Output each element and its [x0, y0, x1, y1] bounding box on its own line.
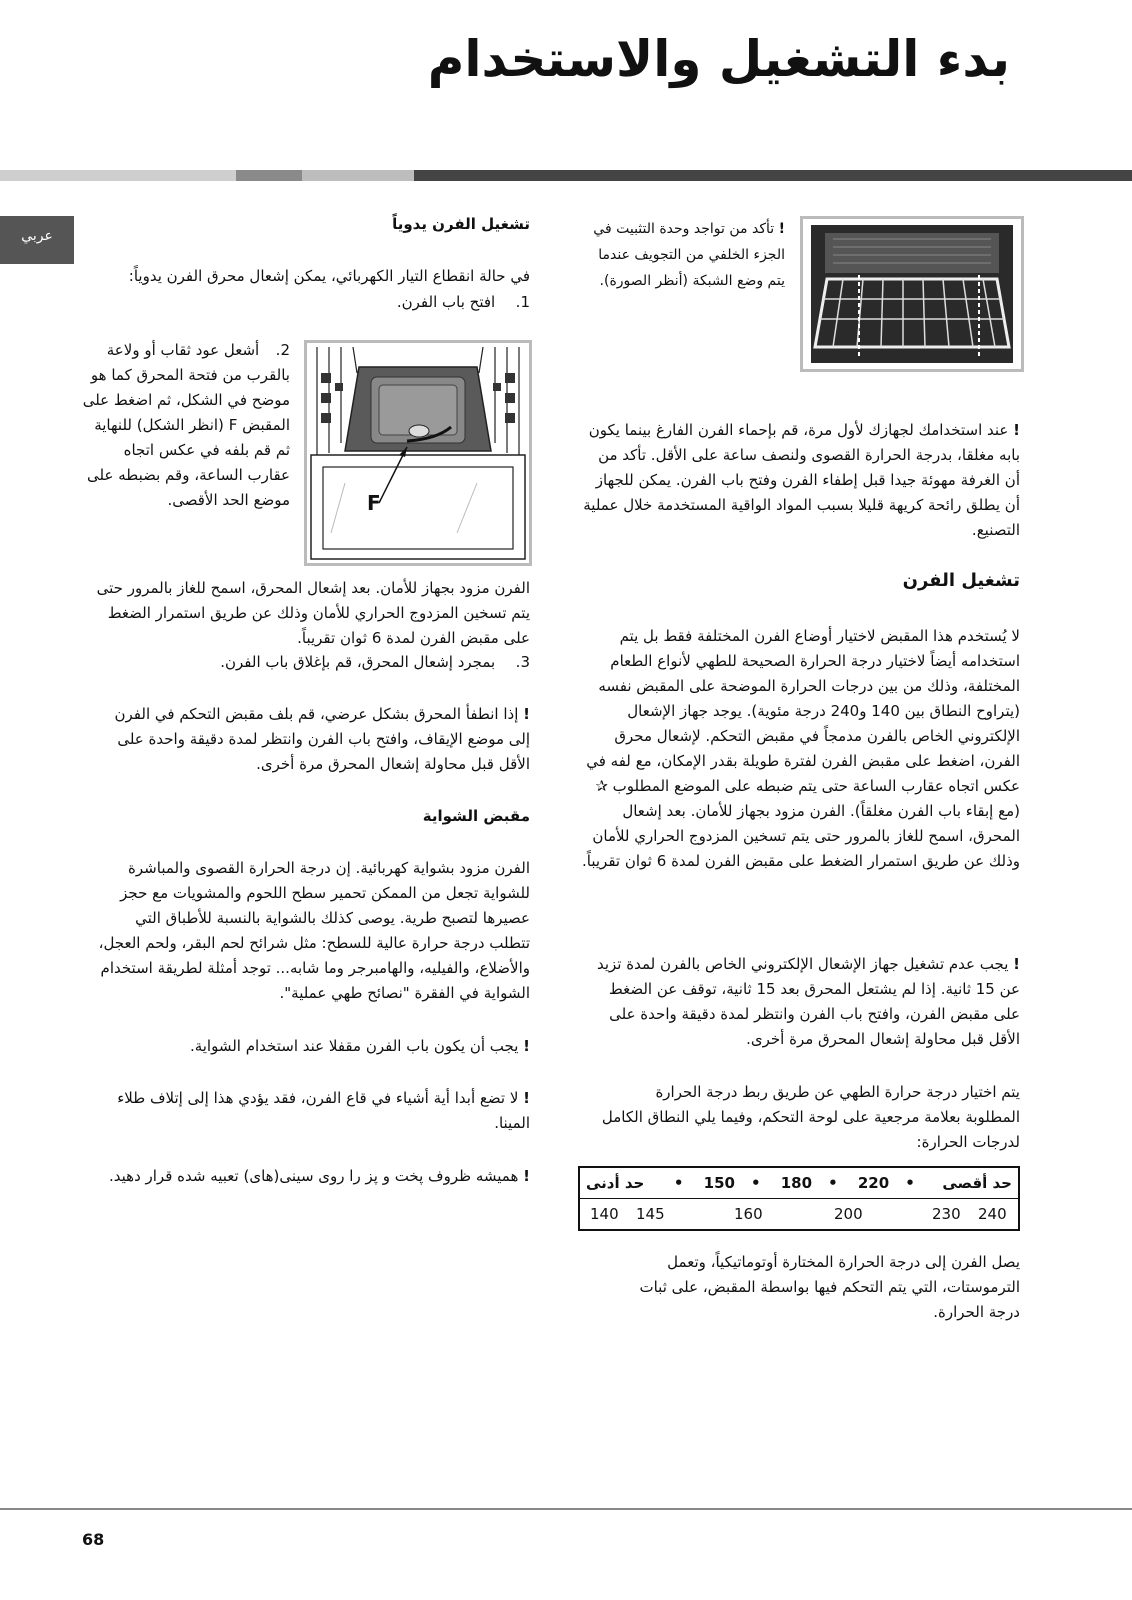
- temp-max-label: حد أقصى: [921, 1167, 1019, 1199]
- temp-value: 145: [636, 1205, 665, 1223]
- warning-icon: !: [1013, 421, 1020, 439]
- para-thermostat: يصل الفرن إلى درجة الحرارة المختارة أوتوماتيكياً، وتعمل الترموستات، التي يتم التحكم فيها بواسطة المقبض، على ثبات درجة الحرارة.: [639, 1253, 1020, 1321]
- page-number: 68: [82, 1530, 105, 1549]
- temp-min-label: حد أدنى: [579, 1167, 664, 1199]
- temperature-table-values: [579, 1199, 1019, 1231]
- header-bar-dark: [414, 170, 1132, 181]
- footer-divider: [0, 1508, 1132, 1510]
- temp-dot: •: [741, 1167, 767, 1199]
- step-1: [90, 290, 530, 315]
- oven-burner-illustration: [307, 343, 529, 563]
- page-title: بدء التشغيل والاستخدام: [427, 30, 1010, 88]
- step-3-number: 3.: [515, 653, 530, 671]
- warning-icon: !: [778, 221, 785, 237]
- para-grill: الفرن مزود بشواية كهربائية. إن درجة الحرارة القصوى والمباشرة للشواية تجعل من الممكن تحمير سطح اللحوم والمشويات مع حجز عصيرها لتصبح طرية. يوصى كذلك بالشواية بالنسبة للأطباق التي تتطلب درجة حرارة عالية للسطح: مثل شرائح لحم البقر، ولحم العجل، والأضلاع، والفيليه، والهامبرجر وما شابه... توجد أمثلة لطريقة استخدام الشواية في الفقرة "نصائح طهي عملية".: [98, 859, 530, 1002]
- temp-value: 230: [932, 1205, 961, 1223]
- note-grill-door: ! يجب أن يكون باب الفرن مقفلا عند استخدام الشواية.: [189, 1037, 530, 1055]
- figure-label-f: F: [367, 491, 381, 515]
- temp-dot: •: [664, 1167, 690, 1199]
- temp-value: 150: [690, 1167, 741, 1199]
- note-ignition: ! يجب عدم تشغيل جهاز الإشعال الإلكتروني الخاص بالفرن لمدة تزيد عن 15 ثانية. إذا لم يشتعل المحرق بعد 15 ثانية، توقف عن الضغط على مقبض الفرن، وافتح باب الفرن وانتظر لمدة دقيقة واحدة على الأقل قبل محاولة إشعال المحرق مرة أخرى.: [596, 955, 1020, 1048]
- temp-value: 200: [834, 1205, 863, 1223]
- note-extinguished: ! إذا انطفأ المحرق بشكل عرضي، قم بلف مقبض التحكم في الفرن إلى موضع الإيقاف، وافتح باب الفرن وانتظر لمدة دقيقة واحدة على الأقل قبل محاولة إشعال المحرق مرة أخرى.: [114, 705, 530, 773]
- header-bar-light: [0, 170, 236, 181]
- step-1-text: افتح باب الفرن.: [396, 293, 496, 311]
- warning-icon: !: [523, 705, 530, 723]
- heading-grill: مقبض الشواية: [422, 807, 530, 825]
- note-persian: ! هميشه ظروف پخت و پز را روی سينی(های) تعبيه شده قرار دهيد.: [108, 1167, 530, 1185]
- para-temp-select: يتم اختيار درجة حرارة الطهي عن طريق ربط درجة الحرارة المطلوبة بعلامة مرجعية على لوحة التحكم، وفيما يلي النطاق الكامل لدرجات الحرارة:: [601, 1083, 1020, 1151]
- oven-rack-figure: [800, 216, 1024, 372]
- oven-burner-figure: [304, 340, 532, 566]
- para-oven-on: لا يُستخدم هذا المقبض لاختيار أوضاع الفرن المختلفة فقط بل يتم استخدامه أيضاً لاختيار درجة الحرارة الصحيحة للطهي لأنواع الطعام المختلفة، وذلك من بين درجات الحرارة الموضحة على المقبض نفسه (يتراوح النطاق بين 140 و240 درجة مئوية). يوجد جهاز الإشعال الإلكتروني الخاص بالفرن مدمجاً في مقبض التحكم. لإشعال محرق الفرن، اضغط على مقبض الفرن لفترة طويلة بقدر الإمكان، مع لفه في عكس اتجاه عقارب الساعة حتى يتم ضبطه على الموضع المطلوب ✰ (مع إبقاء باب الفرن مغلقاً). الفرن مزود بجهاز للأمان. بعد إشعال المحرق، اسمح للغاز بالمرور حتى يتم تسخين المزدوج الحراري للأمان وذلك عن طريق استمرار الضغط على مقبض الفرن لمدة 6 ثوان تقريباً.: [582, 627, 1020, 870]
- step-2-number: 2.: [275, 341, 290, 359]
- warning-icon: !: [523, 1167, 530, 1185]
- warning-icon: !: [1013, 955, 1020, 973]
- temp-value: 140: [590, 1205, 619, 1223]
- step-3-text: بمجرد إشعال المحرق، قم بإغلاق باب الفرن.: [220, 653, 496, 671]
- temp-value: 160: [734, 1205, 763, 1223]
- note-rack: ! تأكد من تواجد وحدة التثبيت في الجزء الخلفي من التجويف عندما يتم وضع الشبكة (أنظر الصورة).: [593, 221, 785, 289]
- warning-icon: !: [523, 1037, 530, 1055]
- step-3: [90, 650, 530, 675]
- temp-value: 240: [978, 1205, 1007, 1223]
- temp-dot: •: [818, 1167, 844, 1199]
- temp-value: 220: [844, 1167, 895, 1199]
- step-1-number: 1.: [515, 293, 530, 311]
- note-oven-bottom: ! لا تضع أبدا أية أشياء في قاع الفرن، فقد يؤدي هذا إلى إتلاف طلاء المينا.: [117, 1089, 530, 1132]
- header-bar-mid: [236, 170, 302, 181]
- temp-dot: •: [895, 1167, 921, 1199]
- para-safety-device: الفرن مزود بجهاز للأمان. بعد إشعال المحرق، اسمح للغاز بالمرور حتى يتم تسخين المزدوج الحراري للأمان وذلك عن طريق استمرار الضغط على مقبض الفرن لمدة 6 ثوان تقريباً.: [96, 579, 530, 647]
- heading-oven-on: تشغيل الفرن: [902, 570, 1020, 591]
- note-first-use: ! عند استخدامك لجهازك لأول مرة، قم بإحماء الفرن الفارغ بينما يكون بابه مغلقا، بدرجة الحرارة القصوى ولنصف ساعة على الأقل. تأكد من أن الغرفة مهوئة جيدا قبل إطفاء الفرن وفتح باب الفرن. يمكن للجهاز أن يطلق رائحة كريهة قليلا بسبب المواد الواقية المستخدمة خلال عملية التصنيع.: [583, 421, 1020, 539]
- heading-manual-ignition: تشغيل الفرن يدوياً: [392, 215, 530, 233]
- para-manual-ignition: في حالة انقطاع التيار الكهربائي، يمكن إشعال محرق الفرن يدوياً:: [128, 267, 530, 285]
- temperature-table: [578, 1166, 1020, 1231]
- temp-value: 180: [767, 1167, 818, 1199]
- step-2: [78, 338, 290, 513]
- header-bar-light-2: [302, 170, 414, 181]
- oven-rack-illustration: [803, 219, 1021, 369]
- language-tab[interactable]: عربي: [0, 216, 74, 264]
- warning-icon: !: [523, 1089, 530, 1107]
- step-2-text: أشعل عود ثقاب أو ولاعة بالقرب من فتحة المحرق كما هو موضح في الشكل، ثم اضغط على المقبض F (انظر الشكل) للنهاية ثم قم بلفه في عكس اتجاه عقارب الساعة، وقم بضبطه على موضع الحد الأقصى.: [82, 341, 290, 509]
- temperature-table-head: [579, 1167, 1019, 1199]
